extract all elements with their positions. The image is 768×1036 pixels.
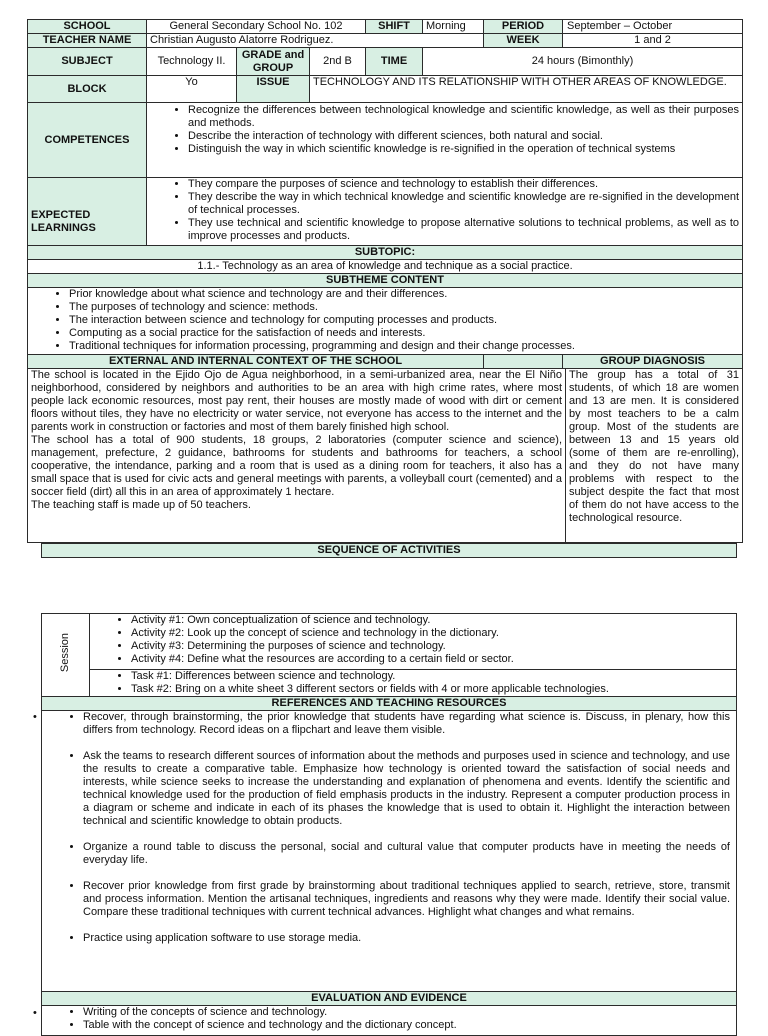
reference-item: • Recover, through brainstorming, the prior knowledge that students have regarding what science is. Discuss, in plenary, how this differs from technology. Record ideas on a flipchart and leave them visible. — [83, 711, 730, 737]
lesson-plan-table — [27, 19, 743, 543]
activity-item: • Activity #4: Define what the resources are according to a certain field or sector. — [131, 653, 733, 666]
shift-label: SHIFT — [366, 20, 423, 34]
week-value: 1 and 2 — [563, 34, 742, 47]
diagnosis-text: The group has a total of 31 students, of which 18 are women and 13 are men. It is considered by most teachers to be a calm group. Most of the students are between 13 and 15 years old (some of them are re-enrolling), and they do not have many problems with respect to the subject despite the fact that most of them do not have access to the technological resource. — [569, 369, 740, 524]
learnings-list — [147, 178, 743, 246]
outer-bullet-icon: • — [33, 711, 37, 723]
context-paragraph: The school is located in the Ejido Ojo de Agua neighborhood, in a semi-urbanized area, near the El Niño neighborhood, considered by neighbors and authorities to be an area with high crime rates, where most people lack economic resources, most pay rent, their houses are mostly made of wood with dirt or cement floors without tiles, they have no electricity or water service, not everyone has access to the internet and the parents work in construction or factories and most of them barely finished high school. — [31, 369, 563, 433]
subtheme-item: • Traditional techniques for information processing, programming and design and their change processes. — [69, 340, 739, 353]
subtopic-label: SUBTOPIC: — [28, 246, 743, 260]
competences-list — [147, 103, 743, 178]
learnings-label: EXPECTED LEARNINGS — [28, 178, 147, 246]
time-value: 24 hours (Bimonthly) — [423, 48, 743, 76]
competence-item: • Distinguish the way in which scientific knowledge is re-signified in the operation of technical systems — [188, 143, 739, 156]
competence-item: • Recognize the differences between technological knowledge and scientific knowledge, as well as their purposes and methods. — [188, 104, 739, 130]
subtheme-item: • Prior knowledge about what science and technology are and their differences. — [69, 288, 739, 301]
evaluation-label: EVALUATION AND EVIDENCE — [42, 992, 737, 1006]
context-paragraph: The teaching staff is made up of 50 teachers. — [31, 499, 251, 511]
context-row — [28, 369, 743, 543]
subtheme-item: • Computing as a social practice for the satisfaction of needs and interests. — [69, 327, 739, 340]
school-label: SCHOOL — [28, 20, 147, 34]
grade-value: 2nd B — [310, 48, 366, 76]
tasks-list — [90, 670, 737, 697]
diagnosis-label: GROUP DIAGNOSIS — [562, 355, 742, 368]
reference-item: • Organize a round table to discuss the personal, social and cultural value that computer products have in meeting the needs of everyday life. — [83, 841, 730, 867]
competence-item: • Describe the interaction of technology with different sciences, both natural and social. — [188, 130, 739, 143]
sequence-label: SEQUENCE OF ACTIVITIES — [41, 543, 737, 558]
grade-label: GRADE and GROUP — [237, 48, 310, 76]
activities-list — [90, 614, 737, 670]
time-label: TIME — [366, 48, 423, 76]
outer-bullet-icon: • — [33, 1007, 37, 1019]
subtheme-label: SUBTHEME CONTENT — [28, 274, 743, 288]
activity-item: • Activity #1: Own conceptualization of science and technology. — [131, 614, 733, 627]
subject-value: Technology II. — [147, 48, 237, 76]
reference-item: • Practice using application software to use storage media. — [83, 932, 730, 945]
context-text — [28, 369, 566, 542]
shift-value: Morning — [423, 20, 484, 34]
subtheme-item: • The purposes of technology and science: methods. — [69, 301, 739, 314]
task-item: • Task #1: Differences between science and technology. — [131, 670, 733, 683]
week-cell — [484, 34, 743, 48]
learning-item: • They compare the purposes of science and technology to establish their differences. — [188, 178, 739, 191]
evaluation-list — [42, 1006, 737, 1036]
week-label: WEEK — [484, 34, 563, 47]
block-label: BLOCK — [28, 76, 147, 103]
subtheme-list — [28, 288, 743, 355]
session-cell — [42, 614, 90, 697]
teacher-label: TEACHER NAME — [28, 34, 147, 48]
period-value: September – October — [563, 20, 742, 33]
task-item: • Task #2: Bring on a white sheet 3 different sectors or fields with 4 or more applicable technologies. — [131, 683, 733, 696]
learning-item: • They use technical and scientific knowledge to propose alternative solutions to technical problems, as well as to improve processes and products. — [188, 217, 739, 243]
diagnosis-label-cell — [484, 355, 743, 369]
subtheme-item: • The interaction between science and technology for computing processes and products. — [69, 314, 739, 327]
evaluation-item: • Writing of the concepts of science and technology. — [83, 1006, 733, 1019]
block-value: Yo — [147, 76, 237, 103]
context-label: EXTERNAL AND INTERNAL CONTEXT OF THE SCHOOL — [28, 355, 484, 369]
period-label: PERIOD — [484, 20, 563, 33]
activities-table — [41, 613, 737, 1036]
learning-item: • They describe the way in which technical knowledge and scientific knowledge are re-signified in the development of technical processes. — [188, 191, 739, 217]
teacher-value: Christian Augusto Alatorre Rodriguez. — [147, 34, 484, 48]
subtopic-value: 1.1.- Technology as an area of knowledge and technique as a social practice. — [28, 260, 743, 274]
references-label: REFERENCES AND TEACHING RESOURCES — [42, 697, 737, 711]
competences-label: COMPETENCES — [28, 103, 147, 178]
session-label: Session — [59, 633, 71, 673]
subject-label: SUBJECT — [28, 48, 147, 76]
school-value: General Secondary School No. 102 — [147, 20, 366, 34]
issue-value: TECHNOLOGY AND ITS RELATIONSHIP WITH OTHER AREAS OF KNOWLEDGE. — [310, 76, 743, 103]
activity-item: • Activity #3: Determining the purposes of science and technology. — [131, 640, 733, 653]
issue-label: ISSUE — [237, 76, 310, 103]
references-list — [42, 711, 737, 992]
activity-item: • Activity #2: Look up the concept of science and technology in the dictionary. — [131, 627, 733, 640]
period-cell — [484, 20, 743, 34]
reference-item: • Ask the teams to research different sources of information about the methods and purposes used in science and technology, and use the results to create a comparative table. Emphasize how technology is oriented toward the satisfaction of social needs and interests, while science seeks to increase the understanding and explanation of phenomena and events. Identify the scientific and technical knowledge used for the production of field emphasis products in the industry. Represent a computer production process in a diagram or scheme and indicate in each of its phases the knowledge that is used to obtain it. Highlight the interaction between technical and scientific knowledge to obtain products. — [83, 750, 730, 828]
evaluation-item: • Table with the concept of science and technology and the dictionary concept. — [83, 1019, 733, 1032]
reference-item: • Recover prior knowledge from first grade by brainstorming about traditional techniques applied to search, retrieve, store, transmit and process information. Mention the artisanal techniques, ingredients and reasons why they were made. Identify their social value. Compare these traditional techniques with current technical advances. Highlight what changes and what remains. — [83, 880, 730, 919]
context-paragraph: The school has a total of 900 students, 18 groups, 2 laboratories (computer science and science), management, prefecture, 2 guidance, bathrooms for students and bathrooms for teachers, a school cooperative, the intendance, parking and a room that is used as a dining room for teachers, it also has a small space that is used for civic acts and general meetings with parents, a volleyball court (cemented) and a soccer field (dirt) all this in an area of approximately 1 hectare. — [31, 434, 563, 498]
